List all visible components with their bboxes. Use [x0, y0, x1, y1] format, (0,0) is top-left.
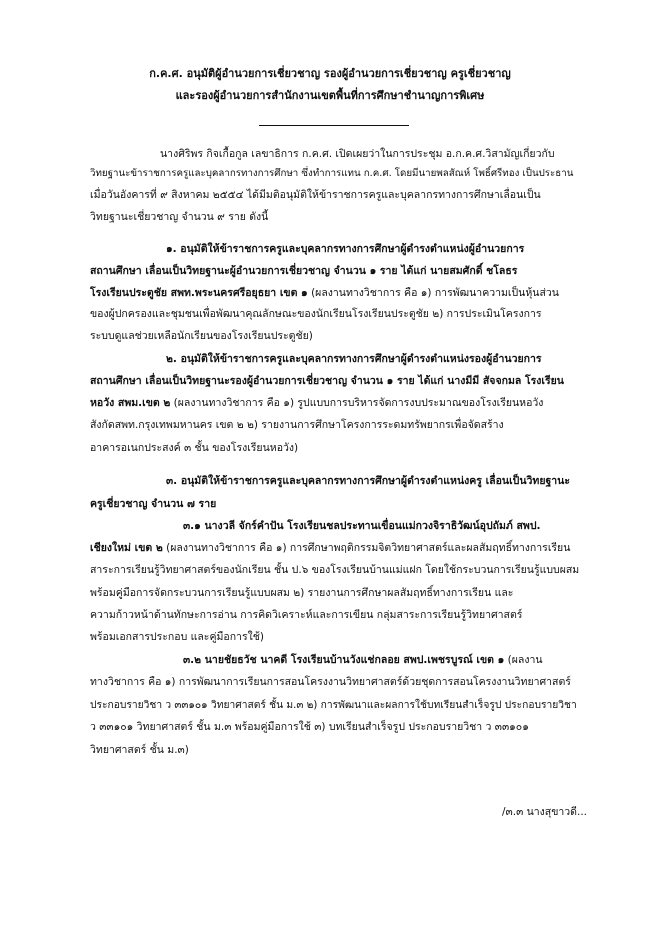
- item-2-heading-cont: สถานศึกษา เลื่อนเป็นวิทยฐานะรองผู้อำนวยการเชี่ยวชาญ จำนวน ๑ ราย ได้แก่ นางมีมี สัจจกมล โรงเรียน: [90, 375, 564, 387]
- item-3-1-line: พร้อมเอกสารประกอบ และคู่มือการใช้): [90, 631, 264, 643]
- item-3-1-line: ความก้าวหน้าด้านทักษะการอ่าน การคิดวิเคราะห์และการเขียน กลุ่มสาระการเรียนรู้วิทยาศาสตร์: [90, 609, 523, 621]
- item-3-2-works: (ผลงาน: [504, 654, 543, 666]
- item-1-works: (ผลงานทางวิชาการ คือ ๑) การพัฒนาความเป็นหุ้นส่วน: [307, 287, 559, 299]
- item-1-heading-cont: สถานศึกษา เลื่อนเป็นวิทยฐานะผู้อำนวยการเชี่ยวชาญ จำนวน ๑ ราย ได้แก่ นายสมศักดิ์ ชโลธร: [90, 265, 518, 277]
- item-2-line: สังกัดสพท.กรุงเทพมหานคร เขต ๒ ๒) รายงานการศึกษาโครงการระดมทรัพยากรเพื่อจัดสร้าง: [90, 419, 504, 431]
- item-3-1-works: (ผลงานทางวิชาการ คือ ๑) การศึกษาพฤติกรรมจิตวิทยาศาสตร์และผลสัมฤทธิ์ทางการเรียน: [162, 542, 571, 554]
- item-1-line: ระบบดูแลช่วยเหลือนักเรียนของโรงเรียนประตูชัย): [90, 330, 313, 342]
- item-3-2-line: วิทยาศาสตร์ ชั้น ม.๓): [90, 744, 189, 756]
- item-2-line: อาคารอเนกประสงค์ ๓ ชั้น ของโรงเรียนหอวัง): [90, 442, 299, 454]
- item-2-heading: ๒. อนุมัติให้ข้าราชการครูและบุคลากรทางการศึกษาผู้ดำรงตำแหน่งรองผู้อำนวยการ: [166, 353, 542, 365]
- item-3-1-line: [90, 540, 570, 556]
- item-3-2-line: ประกอบรายวิชา ว ๓๓๑๐๑ วิทยาศาสตร์ ชั้น ม.๓ ๒) การพัฒนาและผลการใช้บทเรียนสำเร็จรูป ประกอบรายวิชา: [90, 699, 577, 711]
- item-1-heading: ๑. อนุมัติให้ข้าราชการครูและบุคลากรทางการศึกษาผู้ดำรงตำแหน่งผู้อำนวยการ: [166, 243, 525, 255]
- item-3-1-heading: ๓.๑ นางวลี จักร์คำปัน โรงเรียนชลประทานเขื่อนแม่กวงจิราธิวัฒน์อุปถัมภ์ สพป.: [183, 520, 541, 532]
- item-1-school: โรงเรียนประตูชัย สพท.พระนครศรีอยุธยา เขต ๑: [90, 287, 308, 299]
- title-divider: [259, 125, 409, 126]
- item-3-2-line: ทางวิชาการ คือ ๑) การพัฒนาการเรียนการสอนโครงงานวิทยาศาสตร์ด้วยชุดการสอนโครงงานวิทยาศาสตร์: [90, 676, 571, 688]
- item-3-heading: ๓. อนุมัติให้ข้าราชการครูและบุคลากรทางการศึกษาผู้ดำรงตำแหน่งครู เลื่อนเป็นวิทยฐานะ: [166, 475, 570, 487]
- item-3-2-line: ว ๓๓๑๐๑ วิทยาศาสตร์ ชั้น ม.๓ พร้อมคู่มือการใช้ ๓) บทเรียนสำเร็จรูป ประกอบรายวิชา ว ๓๓๑๐๑: [90, 721, 529, 733]
- item-3-heading-cont: ครูเชี่ยวชาญ จำนวน ๗ ราย: [90, 498, 217, 510]
- page-title-line-2: และรองผู้อำนวยการสำนักงานเขตพื้นที่การศึกษาชำนาญการพิเศษ: [175, 89, 485, 102]
- item-3-1-line: พร้อมคู่มือการจัดกระบวนการเรียนรู้แบบผสม ๒) รายงานการศึกษาผลสัมฤทธิ์ทางการเรียน และ: [90, 587, 514, 599]
- item-2-line: [90, 395, 543, 411]
- intro-line: นางศิริพร กิจเกื้อกูล เลขาธิการ ก.ค.ศ. เปิดเผยว่าในการประชุม อ.ก.ค.ศ.วิสามัญเกี่ยวกับ: [160, 148, 555, 160]
- intro-line: เมื่อวันอังคารที่ ๙ สิงหาคม ๒๕๕๔ ได้มีมติอนุมัติให้ข้าราชการครูและบุคลากรทางการศึกษาเลื่อนเป็น: [90, 189, 541, 201]
- item-3-2-heading: ๓.๒ นายชัยธวัช นาคดี โรงเรียนบ้านวังแช่กลอย สพป.เพชรบูรณ์ เขต ๑: [183, 654, 505, 666]
- intro-line: วิทยฐานะเชี่ยวชาญ จำนวน ๙ ราย ดังนี้: [90, 211, 269, 223]
- intro-line: วิทยฐานะข้าราชการครูและบุคลากรทางการศึกษา ซึ่งทำการแทน ก.ค.ศ. โดยมีนายพลสัณห์ โพธิ์ศรีทอง เป็นประธาน: [90, 168, 574, 179]
- item-3-2-line: [183, 652, 543, 668]
- item-2-school: หอวัง สพม.เขต ๒: [90, 397, 171, 409]
- continuation-note: /๓.๓ นางสุขาวดี...: [502, 806, 587, 818]
- item-1-line: ของผู้ปกครองและชุมชนเพื่อพัฒนาคุณลักษณะของนักเรียนโรงเรียนประตูชัย ๒) การประเมินโครงการ: [90, 308, 542, 320]
- page-title-line-1: ก.ค.ศ. อนุมัติผู้อำนวยการเชี่ยวชาญ รองผู้อำนวยการเชี่ยวชาญ ครูเชี่ยวชาญ: [149, 67, 511, 80]
- item-3-1-line: สาระการเรียนรู้วิทยาศาสตร์ของนักเรียน ชั้น ป.๖ ของโรงเรียนบ้านแม่แฝก โดยใช้กระบวนการเรียนรู้แบบผสม: [90, 564, 580, 576]
- item-3-1-district: เชียงใหม่ เขต ๒: [90, 542, 163, 554]
- item-1-line: [90, 285, 559, 301]
- item-2-works: (ผลงานทางวิชาการ คือ ๑) รูปแบบการบริหารจัดการงบประมาณของโรงเรียนหอวัง: [170, 397, 544, 409]
